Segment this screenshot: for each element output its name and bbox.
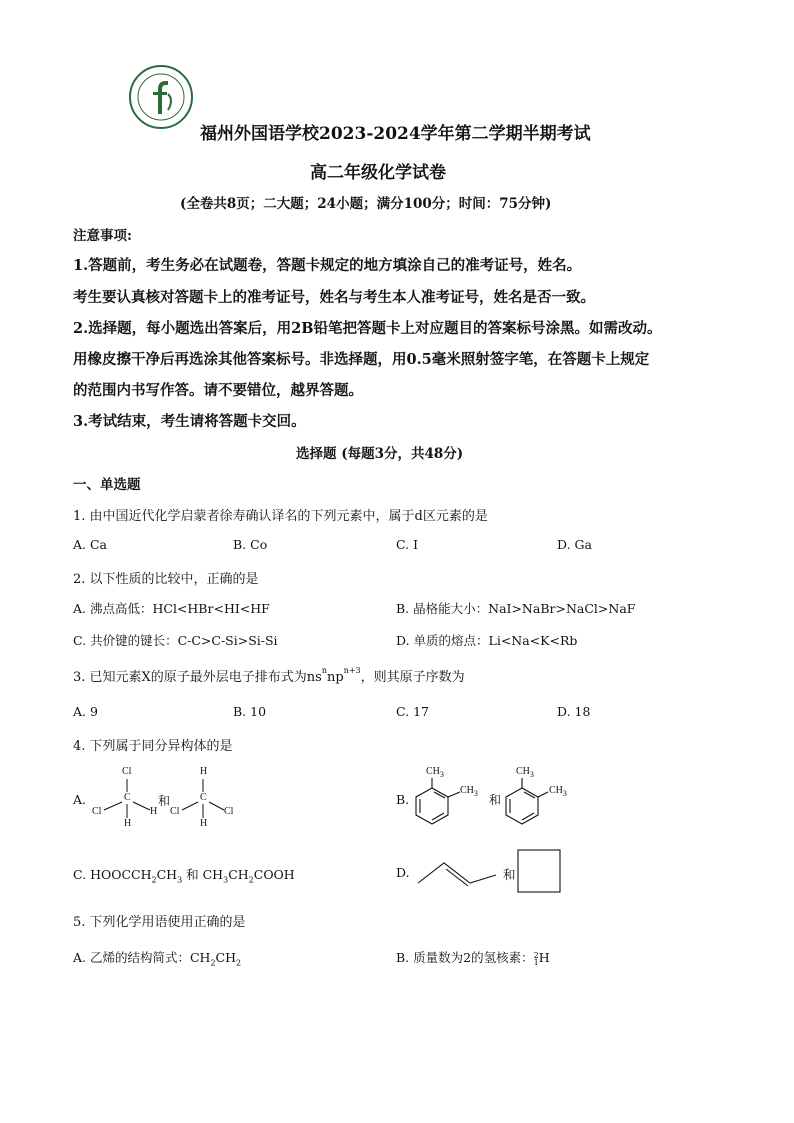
notice-line: 的范围内书写作答。请不要错位，越界答题。 <box>73 382 363 399</box>
q5-option-b: B. 质量数为2的氢核素：2 1H <box>396 950 550 967</box>
notice-line: 2.选择题，每小题选出答案后，用2B铅笔把答题卡上对应题目的答案标号涂黑。如需改动。 <box>73 320 662 337</box>
q1-option-b: B. Co <box>233 537 268 552</box>
q3-option-c: C. 17 <box>396 704 429 719</box>
question-1-stem: 1. 由中国近代化学启蒙者徐寿确认译名的下列元素中，属于d区元素的是 <box>73 509 488 524</box>
q2-option-d: D. 单质的熔点：Li<Na<K<Rb <box>396 633 578 648</box>
q4-option-a-bonds <box>0 0 260 840</box>
question-2-stem: 2. 以下性质的比较中，正确的是 <box>73 572 259 587</box>
section-subtitle: 一、单选题 <box>73 477 141 493</box>
notice-line: 用橡皮擦干净后再选涂其他答案标号。非选择题，用0.5毫米照射签字笔，在答题卡上规定 <box>73 351 650 368</box>
q2-option-a: A. 沸点高低：HCl<HBr<HI<HF <box>73 601 270 616</box>
q4-option-a-label: A. <box>73 792 87 807</box>
q3-option-b: B. 10 <box>233 704 267 719</box>
notice-line: 3.考试结束，考生请将答题卡交回。 <box>73 413 306 430</box>
q5-option-a: A. 乙烯的结构简式：$CH_2CH_2$ <box>73 950 242 968</box>
q2-option-b: B. 晶格能大小：NaI>NaBr>NaCl>NaF <box>396 601 636 616</box>
question-5-stem: 5. 下列化学用语使用正确的是 <box>73 915 246 930</box>
q4-option-d-label: D. <box>396 865 410 880</box>
exam-subtitle: 高二年级化学试卷 <box>310 163 446 183</box>
q4-option-d-and: 和 <box>503 867 516 882</box>
q1-option-c: C. I <box>396 537 419 552</box>
notice-heading: 注意事项: <box>73 228 132 244</box>
q3-option-d: D. 18 <box>557 704 591 719</box>
exam-title: 福州外国语学校2023-2024学年第二学期半期考试 <box>200 124 591 144</box>
q4-option-b-label: B. <box>396 792 410 807</box>
q2-option-c: C. 共价键的键长：C-C>C-Si>Si-Si <box>73 633 278 648</box>
q4-option-d-structures <box>414 845 564 895</box>
q1-option-a: A. Ca <box>73 537 107 552</box>
q1-option-d: D. Ga <box>557 537 592 552</box>
question-3-stem: 3. 已知元素X的原子最外层电子排布式为$ns^nnp^{n+3}$，则其原子序数为 <box>73 665 465 685</box>
notice-line: 考生要认真核对答题卡上的准考证号，姓名与考生本人准考证号，姓名是否一致。 <box>73 289 595 306</box>
section-title: 选择题 (每题3分，共48分) <box>296 446 464 462</box>
exam-info: (全卷共8页；二大题；24小题；满分100分；时间：75分钟) <box>180 196 552 212</box>
notice-line: 1.答题前，考生务必在试题卷，答题卡规定的地方填涂自己的准考证号，姓名。 <box>73 257 582 274</box>
question-4-stem: 4. 下列属于同分异构体的是 <box>73 739 233 754</box>
q4-option-c: C. $HOOCCH_2CH_3$ 和 $CH_3CH_2COOH$ <box>73 867 295 885</box>
q3-option-a: A. 9 <box>73 704 98 719</box>
